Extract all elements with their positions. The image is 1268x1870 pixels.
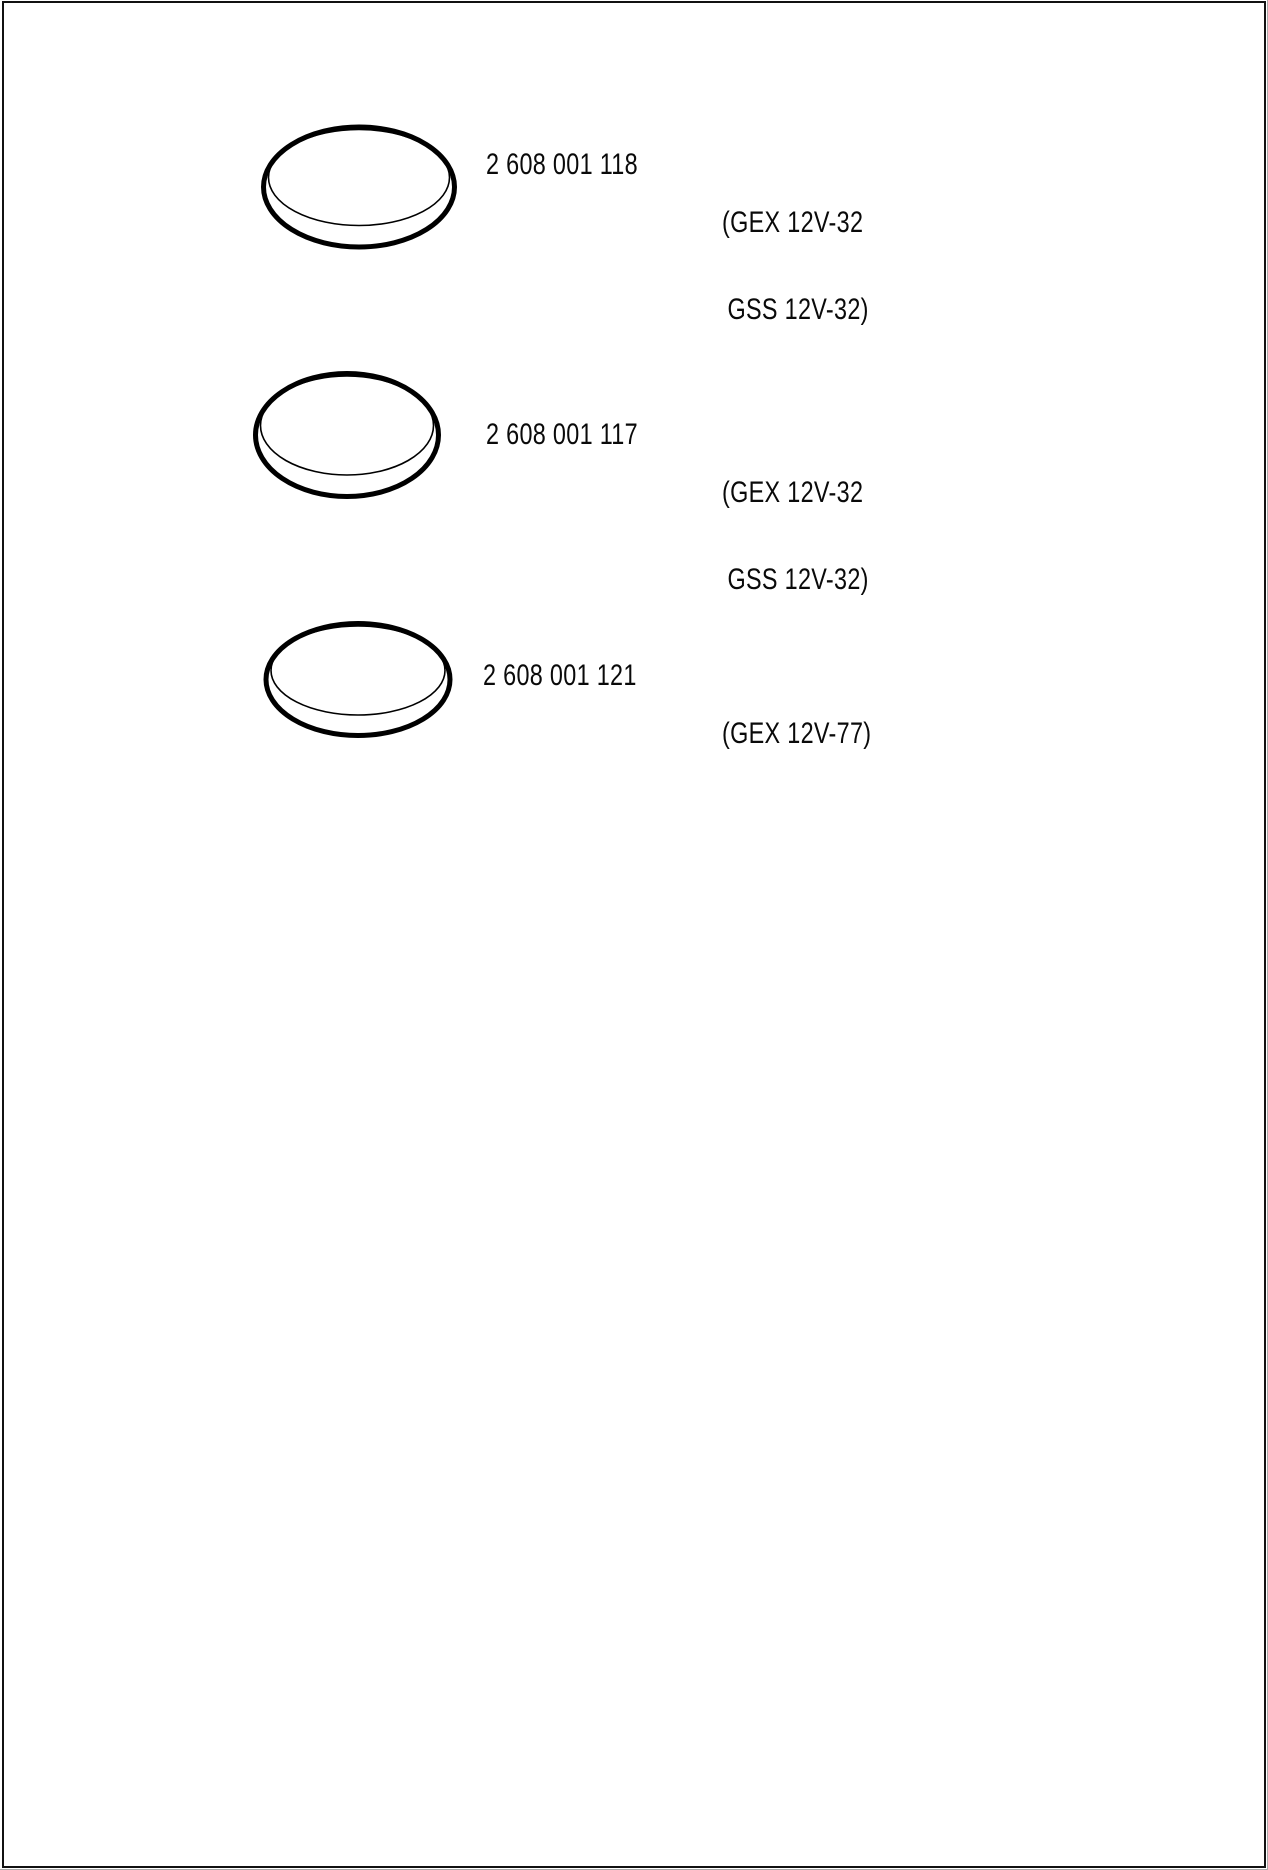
part-number: 2 608 001 118 <box>486 148 638 181</box>
model-line: (GEX 12V-32 <box>722 476 864 509</box>
part-number: 2 608 001 117 <box>486 418 638 451</box>
sanding-pad-illustration <box>259 124 459 252</box>
part-number: 2 608 001 121 <box>483 659 637 692</box>
sanding-pad-illustration <box>262 621 454 739</box>
model-compatibility <box>722 661 871 864</box>
sanding-pad-illustration <box>252 371 442 501</box>
model-line: GSS 12V-32) <box>727 563 869 596</box>
model-compatibility <box>722 420 869 652</box>
model-line: (GEX 12V-32 <box>722 206 864 239</box>
model-line: (GEX 12V-77) <box>722 717 872 750</box>
model-compatibility <box>722 150 869 382</box>
page-border <box>2 1 1266 1868</box>
model-line: GSS 12V-32) <box>727 293 869 326</box>
